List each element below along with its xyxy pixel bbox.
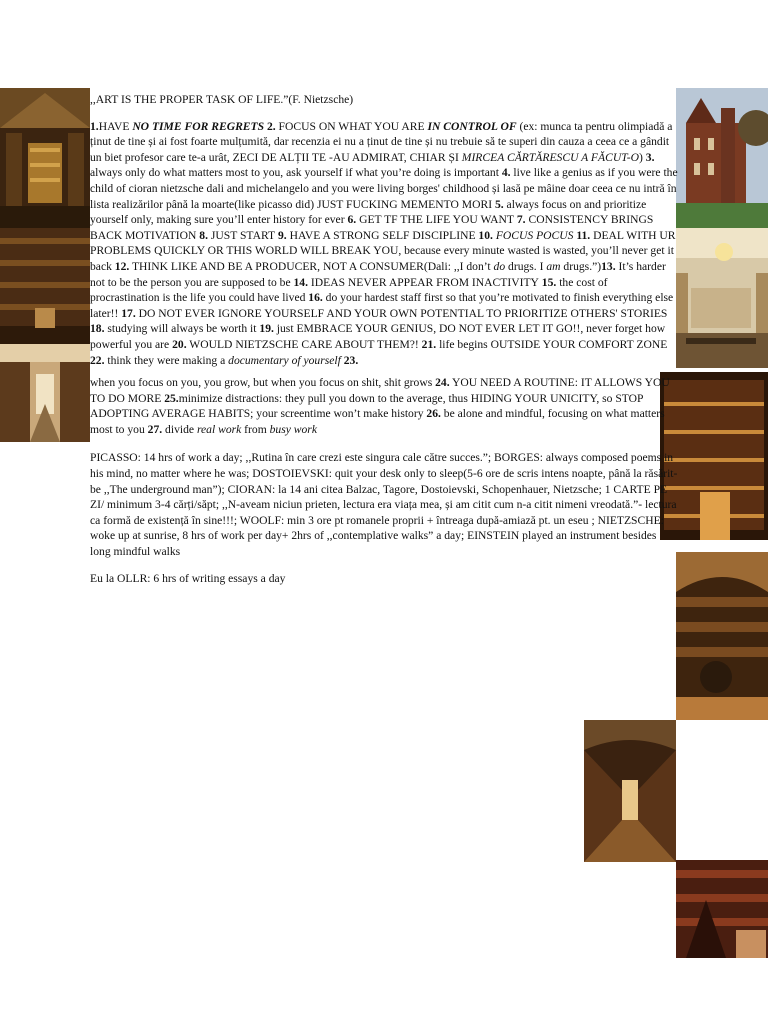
rules-list-continued: when you focus on you, you grow, but when you focus on shit, shit grows 24. YOU NEED A ROUTINE: IT ALLOWS YOU TO DO MORE 25.minimize distractions: they pull you down to the average, thus HIDING YOUR UNICITY, so STOP ADOPTING AVERAGE HABITS; your screentime won’t make history 26. be alone and mindful, focusing on what matters most to you 27. divide real work from busy work — [90, 376, 670, 436]
genius-habits-paragraph: PICASSO: 14 hrs of work a day; ,,Rutina în care crezi este singura cale către succes.”; BORGES: always composed poems in his mind, no matter where he was; DOSTOIEVSKI: quit your desk only to sleep(5-6 ore de scris intens noapte, până la răsărit- be ,,The underground man”); CIORAN: la 14 ani citea Balzac, Tagore, Dostoievski, Schopenhauer, Nietzsche; 1 CARTE PE ZI/ minimum 3-4 cărți/săpt; ,,N-aveam niciun prieten, lectura era viața mea, și am citit cum n-a citit nimeni vreodată.”- lectura ca formă de existență în sine!!!; WOOLF: min 3 ore pt romanele proprii + întreaga după-amiază pt. un eseu ; NIETZSCHE: woke up at sunrise, 8 hrs of work per day+ 2hrs of ,,contemplative walks” a day; EINSTEIN played an instrument besides long mindful walks — [90, 451, 678, 559]
document-text — [90, 92, 678, 586]
library-photo-left-3 — [0, 344, 90, 442]
library-photo-left-2 — [0, 228, 90, 344]
long-room-photo-right-5 — [584, 720, 676, 862]
reading-room-photo-right-2 — [676, 228, 768, 368]
nietzsche-quote: ,,ART IS THE PROPER TASK OF LIFE.”(F. Nietzsche) — [90, 93, 354, 106]
spiral-library-photo-right-6 — [676, 860, 768, 958]
personal-note: Eu la OLLR: 6 hrs of writing essays a day — [90, 571, 286, 585]
building-photo-right-1 — [676, 88, 768, 228]
library-photo-left-1 — [0, 88, 90, 228]
baroque-library-photo-right-4 — [676, 552, 768, 720]
rules-list: 1.HAVE NO TIME FOR REGRETS 2. FOCUS ON WHAT YOU ARE IN CONTROL OF (ex: munca ta pentru olimpiadă a ținut de tine și ai fost foarte mulțumită, dar recenzia ei nu a ținut de tine și nu trebuie să te superi din cauza a ceea ce a gândit un biet profesor care te-a urât, ZECI DE ALȚII TE -AU ADMIRAT, CHIAR ȘI MIRCEA CĂRTĂRESCU A FĂCUT-O) 3. always only do what matters most to you, ask yourself if what you’re doing is important 4. live like a genius as if you were the child of cioran nietzsche dali and michelangelo and you were living borges' childhood și lasă pe mâine doar ceea ce nu intră în lista realizărilor până la moarte(like picasso did) JUST FUCKING MEMENTO MORI 5. always focus on and prioritize yourself only, making sure you’ll enter history for ever 6. GET TF THE LIFE YOU WANT 7. CONSISTENCY BRINGS BACK MOTIVATION 8. JUST START 9. HAVE A STRONG SELF DISCIPLINE 10. FOCUS POCUS 11. DEAL WITH UR PROBLEMS QUICKLY OR THIS WORLD WILL BREAK YOU, because every minute wasted is wasted, you’ll never get it back 12. THINK LIKE AND BE A PRODUCER, NOT A CONSUMER(Dali: ,,I don’t do drugs. I am drugs.”)13. It’s harder not to be the person you are supposed to be 14. IDEAS NEVER APPEAR FROM INACTIVITY 15. the cost of procrastination is the life you could have lived 16. do your hardest staff first so that you’re motivated to finish everything else later!! 17. DO NOT EVER IGNORE YOURSELF AND YOUR OWN POTENTIAL TO PRIORITIZE OTHERS' STORIES 18. studying will always be worth it 19. just EMBRACE YOUR GENIUS, DO NOT EVER LET IT GO!!, never forget how powerful you are 20. WOULD NIETZSCHE CARE ABOUT THEM?! 21. life begins OUTSIDE YOUR COMFORT ZONE 22. think they were making a documentary of yourself 23. — [90, 119, 678, 367]
